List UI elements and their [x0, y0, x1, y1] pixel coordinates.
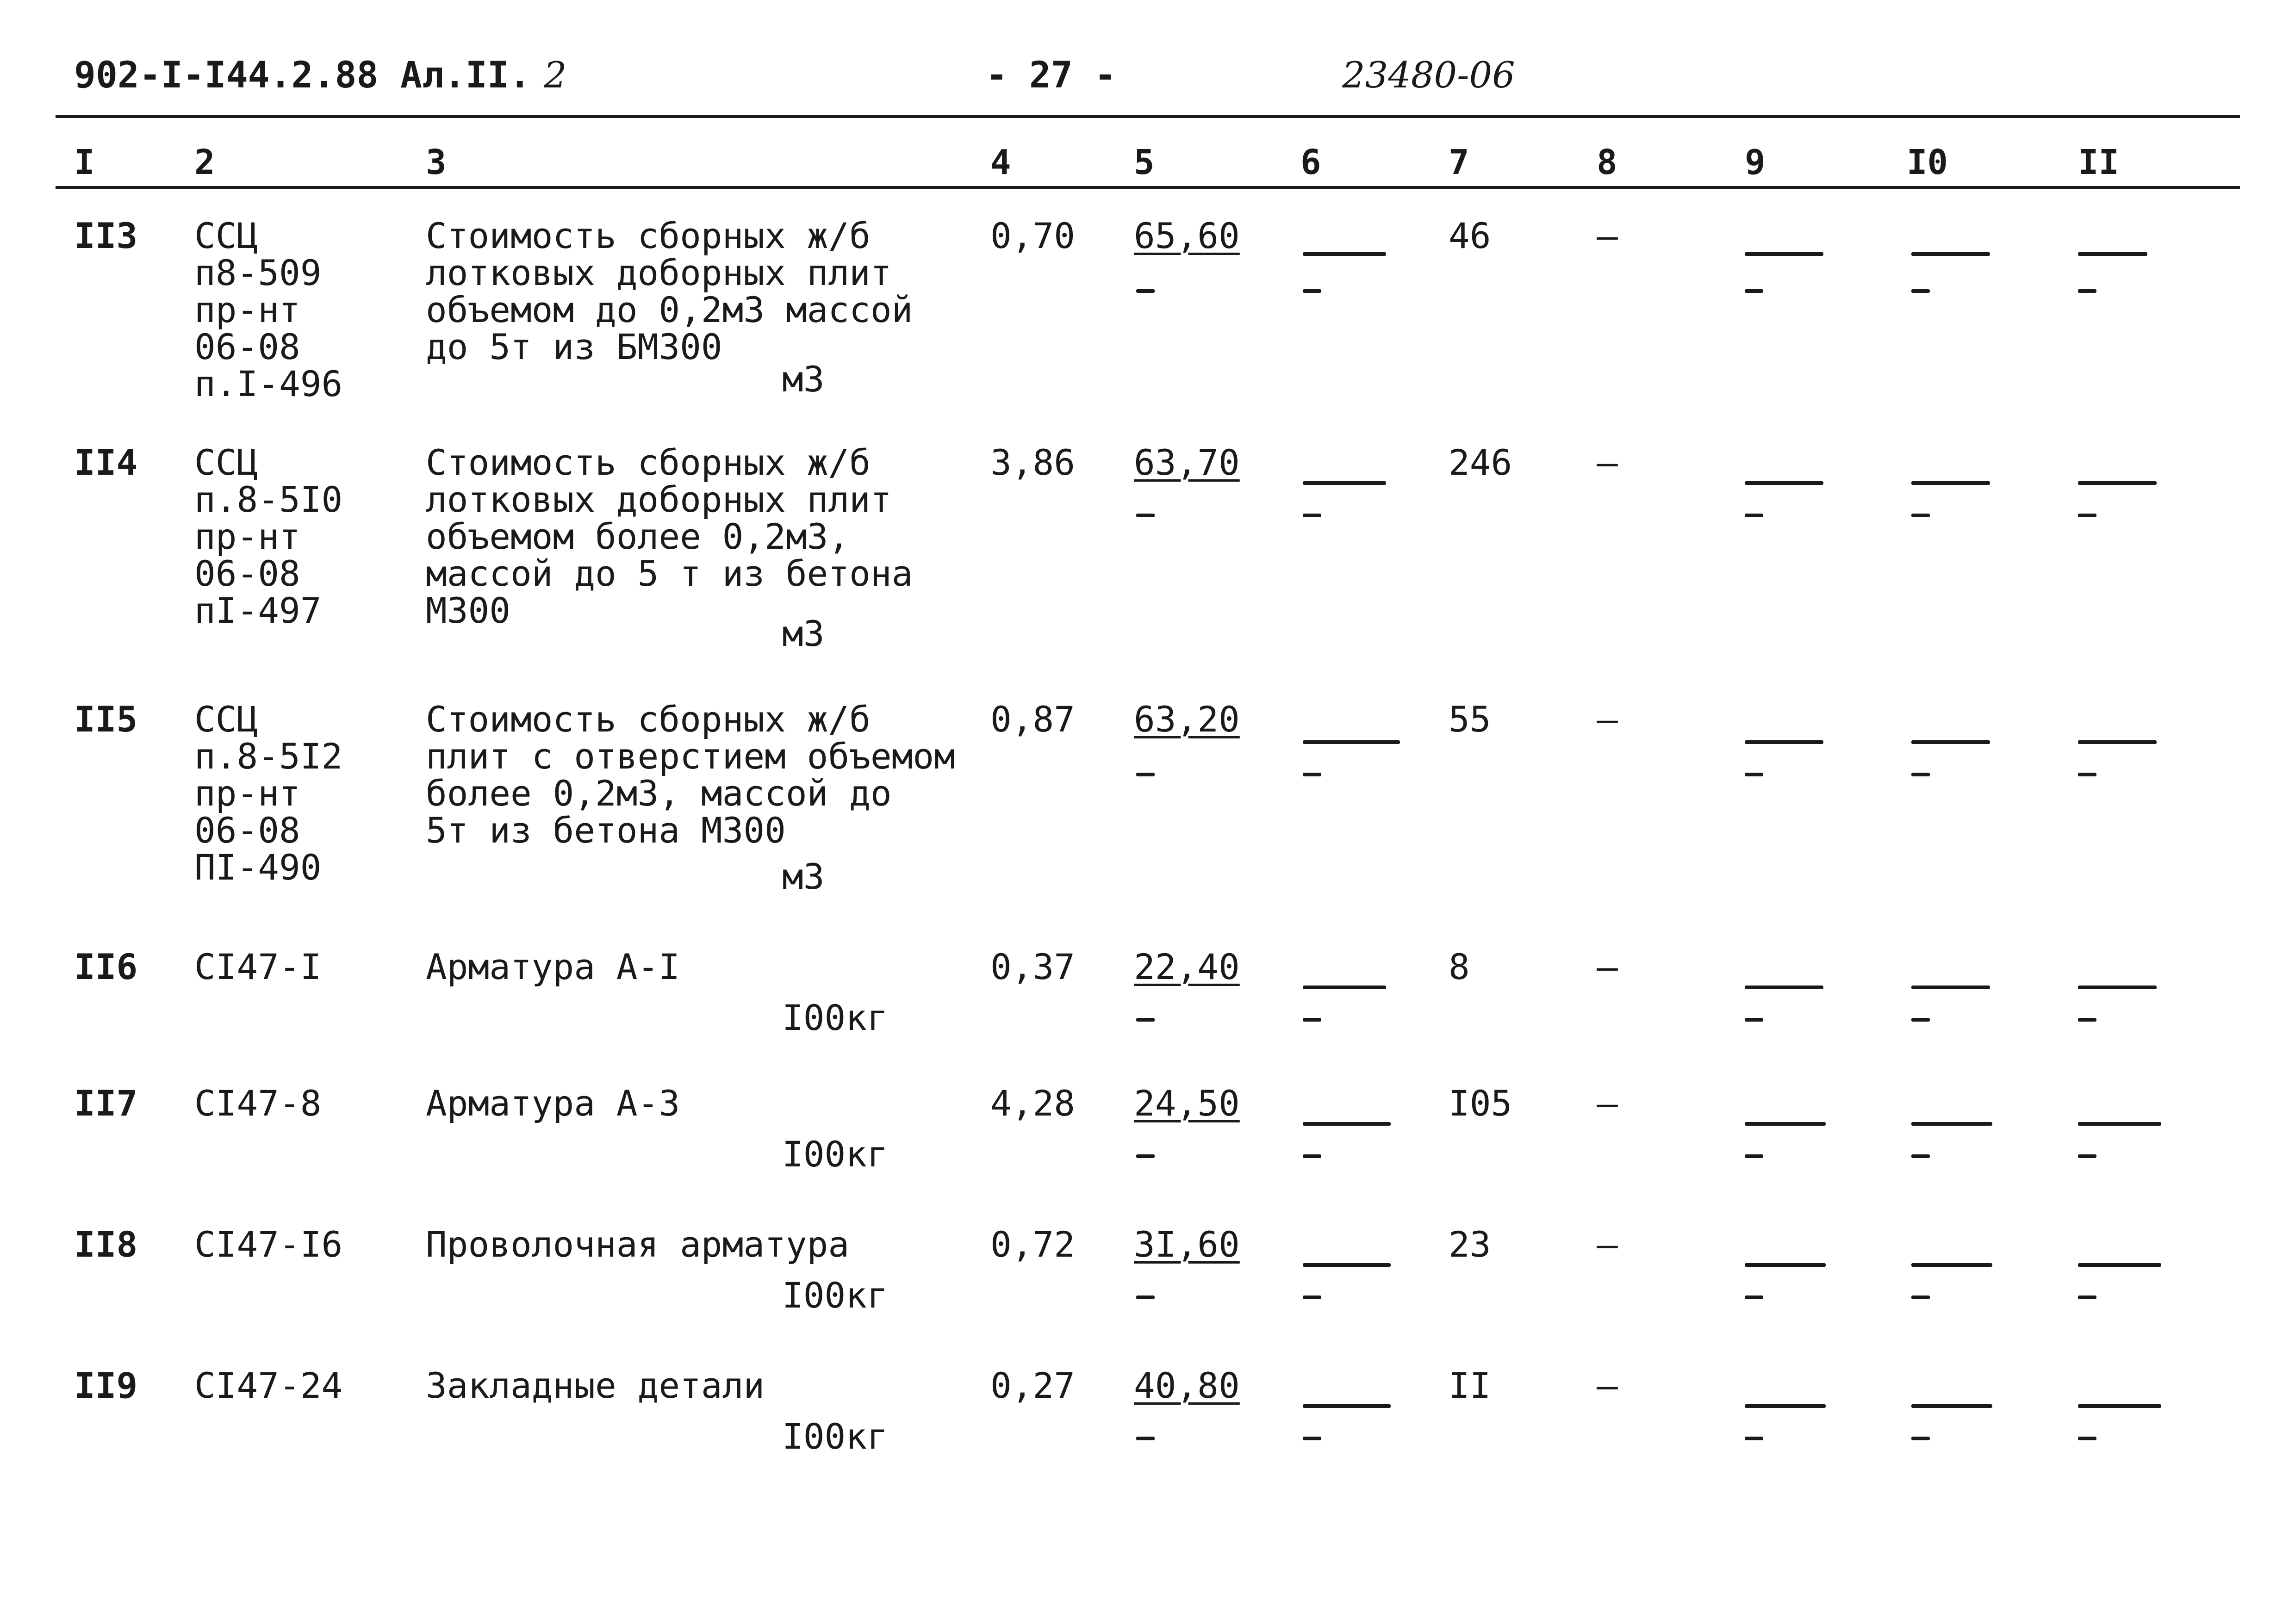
row-113-number: II3 — [74, 215, 138, 256]
row-119-dash — [1911, 1437, 1930, 1440]
row-114-dash — [2078, 481, 2157, 485]
row-119-dash — [1745, 1404, 1826, 1408]
row-114-unit: м3 — [782, 613, 825, 654]
row-117-dash — [2078, 1122, 2161, 1126]
row-114-dash — [1745, 514, 1763, 517]
row-114-quantity: 3,86 — [990, 442, 1076, 483]
col-header-11: II — [2078, 143, 2120, 182]
row-118-dash — [1745, 1295, 1763, 1299]
row-119-dash — [1745, 1437, 1763, 1440]
row-118-dash — [1745, 1263, 1826, 1267]
row-113-code: ССЦ п8-509 пр-нт 06-08 п.I-496 — [194, 215, 343, 404]
row-118-description: Проволочная арматура — [426, 1224, 850, 1265]
row-117-dash — [1911, 1122, 1992, 1126]
row-113-dash — [1911, 252, 1990, 256]
row-116-dash — [1911, 986, 1990, 989]
row-114-total: 246 — [1449, 442, 1512, 483]
row-115-description: Стоимость сборных ж/б плит с отверстием объемом более 0,2м3, массой до 5т из бетона М300 — [426, 699, 955, 851]
row-117-dash — [1745, 1154, 1763, 1158]
row-114-dash — [1911, 481, 1990, 485]
row-119-dash — [1303, 1404, 1391, 1408]
row-117-quantity: 4,28 — [990, 1083, 1076, 1124]
row-115-total: 55 — [1449, 699, 1491, 740]
col-header-1: I — [74, 143, 95, 182]
row-116-dash — [1303, 986, 1386, 989]
col-header-6: 6 — [1300, 143, 1321, 182]
row-113-description: Стоимость сборных ж/б лотковых доборных плит объемом до 0,2м3 массой до 5т из БМ300 — [426, 215, 913, 367]
row-114-code: ССЦ п.8-5I0 пр-нт 06-08 пI-497 — [194, 442, 343, 631]
row-118-col8: – — [1597, 1224, 1618, 1265]
row-117-unit: I00кг — [782, 1134, 888, 1175]
row-119-number: II9 — [74, 1365, 138, 1406]
doc-code: 902-I-I44.2.88 — [74, 55, 379, 96]
row-117-dash — [1303, 1154, 1321, 1158]
row-115-dash — [1303, 773, 1321, 776]
row-118-number: II8 — [74, 1224, 138, 1265]
col-header-2: 2 — [194, 143, 215, 182]
row-114-dash — [1303, 481, 1386, 485]
row-113-dash — [2078, 252, 2147, 256]
row-117-price: 24,50 — [1134, 1083, 1240, 1124]
row-116-total: 8 — [1449, 946, 1470, 987]
row-113-dash — [1303, 289, 1321, 293]
row-115-col8: – — [1597, 699, 1618, 740]
row-115-dash — [1911, 740, 1990, 744]
row-117-dash — [1745, 1122, 1826, 1126]
row-118-dash — [2078, 1263, 2161, 1267]
row-113-dash — [1745, 252, 1823, 256]
row-114-dash — [1911, 514, 1930, 517]
row-115-dash — [2078, 773, 2096, 776]
row-113-dash — [1911, 289, 1930, 293]
row-116-dash — [2078, 1018, 2096, 1022]
row-113-dash — [1745, 289, 1763, 293]
col-header-8: 8 — [1597, 143, 1617, 182]
row-114-price: 63,70 — [1134, 442, 1240, 483]
row-115-dash — [1745, 740, 1823, 744]
header-rule — [56, 115, 2240, 118]
row-115-dash — [1745, 773, 1763, 776]
row-119-dash — [2078, 1437, 2096, 1440]
album-label: Ал.II. — [400, 55, 531, 96]
row-117-total: I05 — [1449, 1083, 1512, 1124]
row-117-number: II7 — [74, 1083, 138, 1124]
row-115-unit: м3 — [782, 856, 825, 897]
row-116-code: CI47-I — [194, 946, 322, 987]
row-116-dash — [1745, 1018, 1763, 1022]
row-114-number: II4 — [74, 442, 138, 483]
row-116-number: II6 — [74, 946, 138, 987]
row-116-col8: – — [1597, 946, 1618, 987]
row-116-dash — [1911, 1018, 1930, 1022]
row-113-dash — [1303, 252, 1386, 256]
row-116-dash — [1303, 1018, 1321, 1022]
col-header-3: 3 — [426, 143, 447, 182]
row-119-unit: I00кг — [782, 1416, 888, 1457]
row-119-quantity: 0,27 — [990, 1365, 1076, 1406]
row-115-quantity: 0,87 — [990, 699, 1076, 740]
row-115-dash — [1911, 773, 1930, 776]
row-117-dash — [1136, 1154, 1155, 1158]
row-113-dash — [1136, 289, 1155, 293]
row-116-price: 22,40 — [1134, 946, 1240, 987]
row-113-price: 65,60 — [1134, 215, 1240, 256]
row-118-dash — [1911, 1263, 1992, 1267]
row-119-dash — [1911, 1404, 1992, 1408]
row-116-description: Арматура А-I — [426, 946, 680, 987]
row-113-quantity: 0,70 — [990, 215, 1076, 256]
col-header-10: I0 — [1907, 143, 1948, 182]
row-113-col8: – — [1597, 215, 1618, 256]
row-118-quantity: 0,72 — [990, 1224, 1076, 1265]
row-118-price: 3I,60 — [1134, 1224, 1240, 1265]
row-118-dash — [1303, 1295, 1321, 1299]
row-117-code: CI47-8 — [194, 1083, 322, 1124]
row-113-total: 46 — [1449, 215, 1491, 256]
row-119-price: 40,80 — [1134, 1365, 1240, 1406]
row-119-dash — [2078, 1404, 2161, 1408]
row-118-dash — [1136, 1295, 1155, 1299]
row-114-description: Стоимость сборных ж/б лотковых доборных плит объемом более 0,2м3, массой до 5 т из бетона М300 — [426, 442, 913, 631]
row-118-code: CI47-I6 — [194, 1224, 343, 1265]
row-113-unit: м3 — [782, 359, 825, 400]
col-header-5: 5 — [1134, 143, 1155, 182]
row-114-col8: – — [1597, 442, 1618, 483]
page-number: - 27 - — [986, 55, 1116, 96]
inventory-number: 23480-06 — [1342, 55, 1515, 96]
row-118-unit: I00кг — [782, 1275, 888, 1316]
row-118-dash — [1303, 1263, 1391, 1267]
row-115-dash — [1136, 773, 1155, 776]
row-119-dash — [1303, 1437, 1321, 1440]
row-114-dash — [2078, 514, 2096, 517]
row-114-dash — [1303, 514, 1321, 517]
row-117-col8: – — [1597, 1083, 1618, 1124]
row-117-description: Арматура А-3 — [426, 1083, 680, 1124]
row-119-description: Закладные детали — [426, 1365, 765, 1406]
row-119-col8: – — [1597, 1365, 1618, 1406]
row-115-number: II5 — [74, 699, 138, 740]
row-118-total: 23 — [1449, 1224, 1491, 1265]
column-header-rule — [56, 186, 2240, 189]
row-117-dash — [1303, 1122, 1391, 1126]
row-116-dash — [2078, 986, 2157, 989]
row-116-dash — [1136, 1018, 1155, 1022]
row-119-code: CI47-24 — [194, 1365, 343, 1406]
row-116-dash — [1745, 986, 1823, 989]
row-116-quantity: 0,37 — [990, 946, 1076, 987]
row-117-dash — [2078, 1154, 2096, 1158]
row-115-code: ССЦ п.8-5I2 пр-нт 06-08 ПI-490 — [194, 699, 343, 888]
col-header-9: 9 — [1745, 143, 1766, 182]
row-114-dash — [1745, 481, 1823, 485]
row-113-dash — [2078, 289, 2096, 293]
row-118-dash — [1911, 1295, 1930, 1299]
row-115-dash — [1303, 740, 1400, 744]
col-header-4: 4 — [990, 143, 1011, 182]
row-116-unit: I00кг — [782, 997, 888, 1038]
row-115-dash — [2078, 740, 2157, 744]
row-115-price: 63,20 — [1134, 699, 1240, 740]
col-header-7: 7 — [1449, 143, 1469, 182]
row-117-dash — [1911, 1154, 1930, 1158]
row-119-total: II — [1449, 1365, 1491, 1406]
album-number: 2 — [544, 55, 567, 96]
row-118-dash — [2078, 1295, 2096, 1299]
row-119-dash — [1136, 1437, 1155, 1440]
row-114-dash — [1136, 514, 1155, 517]
